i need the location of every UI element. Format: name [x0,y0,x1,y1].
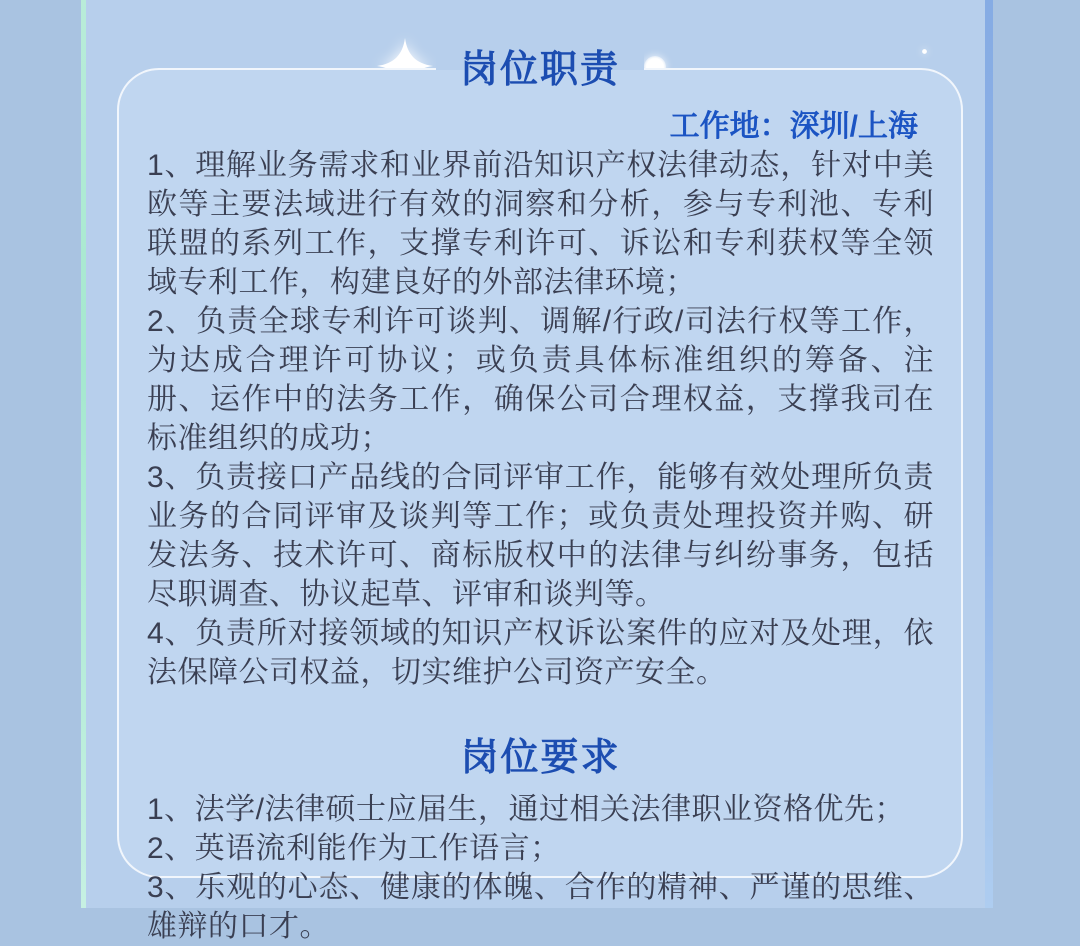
job-description-card [117,49,963,943]
responsibility-item: 3、负责接口产品线的合同评审工作，能够有效处理所负责业务的合同评审及谈判等工作；或负责处理投资并购、研发法务、技术许可、商标版权中的法律与纠纷事务，包括尽职调查、协议起草、评审和谈判等。 [147,461,934,611]
requirement-item: 1、法学/法律硕士应届生，通过相关法律职业资格优先； [147,793,906,826]
poster-page [86,0,985,943]
responsibility-item: 4、负责所对接领域的知识产权诉讼案件的应对及处理，依法保障公司权益，切实维护公司资产安全。 [147,617,934,689]
work-location-label: 工作地：深圳/上海 [669,110,918,143]
responsibility-item: 1、理解业务需求和业界前沿知识产权法律动态，针对中美欧等主要法域进行有效的洞察和分析，参与专利池、专利联盟的系列工作，支撑专利许可、诉讼和专利获权等全领域专利工作，构建良好的外部法律环境； [147,149,934,299]
requirements-section-title: 岗位要求 [460,737,621,779]
requirement-item: 3、乐观的心态、健康的体魄、合作的精神、严谨的思维、雄辩的口才。 [147,871,934,943]
card-content [119,70,961,946]
requirement-item: 2、英语流利能作为工作语言； [147,832,561,865]
left-edge-accent-line [81,0,86,908]
right-edge-accent-line [985,0,993,908]
responsibilities-section-title: 岗位职责 [436,47,644,93]
responsibility-item: 2、负责全球专利许可谈判、调解/行政/司法行权等工作，为达成合理许可协议；或负责具体标准组织的筹备、注册、运作中的法务工作，确保公司合理权益，支撑我司在标准组织的成功； [147,305,934,455]
glow-dot-icon [922,49,927,54]
